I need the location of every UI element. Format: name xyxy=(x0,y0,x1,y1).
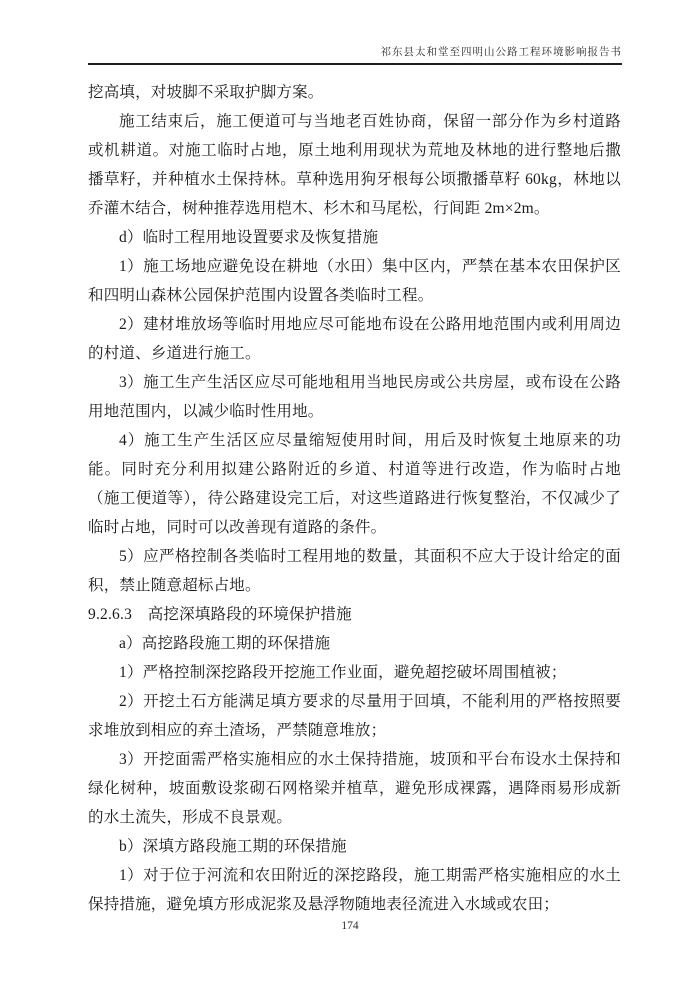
section-heading-9-2-6-3: 9.2.6.3 高挖深填路段的环境保护措施 xyxy=(88,606,352,623)
page-header xyxy=(88,44,622,59)
list-item-a1: 1）严格控制深挖路段开挖施工作业面，避免超挖破坏周围植被； xyxy=(119,664,567,681)
list-item-1: 1）施工场地应避免设在耕地（水田）集中区内，严禁在基本农田保护区和四明山森林公园保护范围内设置各类临时工程。 xyxy=(88,258,621,304)
page-number: 174 xyxy=(341,920,359,932)
page-footer xyxy=(0,920,700,932)
list-item-d: d）临时工程用地设置要求及恢复措施 xyxy=(119,229,379,246)
list-item-a: a）高挖路段施工期的环保措施 xyxy=(119,635,331,652)
list-item-a2: 2）开挖土石方能满足填方要求的尽量用于回填，不能利用的严格按照要求堆放到相应的弃土渣场，严禁随意堆放； xyxy=(88,693,621,739)
document-body xyxy=(88,78,621,919)
body-paragraph-continuation: 挖高填，对坡脚不采取护脚方案。 xyxy=(88,84,324,101)
header-divider xyxy=(88,63,622,65)
list-item-2: 2）建材堆放场等临时用地应尽可能地布设在公路用地范围内或利用周边的村道、乡道进行施工。 xyxy=(88,316,621,362)
list-item-4: 4）施工生产生活区应尽量缩短使用时间，用后及时恢复土地原来的功能。同时充分利用拟建公路附近的乡道、村道等进行改造，作为临时占地（施工便道等），待公路建设完工后，对这些道路进行恢复整治，不仅减少了临时占地，同时可以改善现有道路的条件。 xyxy=(88,432,621,536)
list-item-a3: 3）开挖面需严格实施相应的水土保持措施，坡顶和平台布设水土保持和绿化树种，坡面敷设浆砌石网格梁并植草，避免形成裸露，遇降雨易形成新的水土流失，形成不良景观。 xyxy=(88,751,621,826)
list-item-5: 5）应严格控制各类临时工程用地的数量，其面积不应大于设计给定的面积，禁止随意超标占地。 xyxy=(88,548,621,594)
list-item-b1: 1）对于位于河流和农田附近的深挖路段，施工期需严格实施相应的水土保持措施，避免填方形成泥浆及悬浮物随地表径流进入水域或农田； xyxy=(88,867,621,913)
body-paragraph: 施工结束后，施工便道可与当地老百姓协商，保留一部分作为乡村道路或机耕道。对施工临时占地，原土地利用现状为荒地及林地的进行整地后撒播草籽，并种植水土保持林。草种选用狗牙根每公顷撒播草籽 60kg，林地以乔灌木结合，树种推荐选用桤木、杉木和马尾松，行间距 2m×2m。 xyxy=(88,113,621,217)
header-title: 祁东县太和堂至四明山公路工程环境影响报告书 xyxy=(380,47,622,58)
list-item-b: b）深填方路段施工期的环保措施 xyxy=(119,838,347,855)
list-item-3: 3）施工生产生活区应尽可能地租用当地民房或公共房屋，或布设在公路用地范围内，以减少临时性用地。 xyxy=(88,374,621,420)
